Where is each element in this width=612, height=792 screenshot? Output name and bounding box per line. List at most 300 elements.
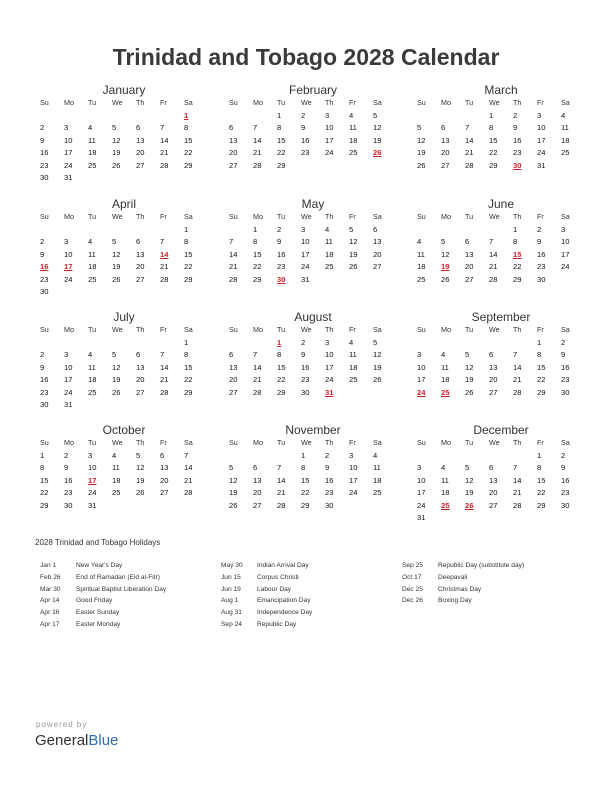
- month-july: [40, 310, 208, 412]
- day-cell: 15: [537, 362, 546, 372]
- day-cell: 9: [301, 123, 306, 132]
- day-cell: 22: [184, 148, 193, 157]
- day-cell: 17: [325, 135, 334, 145]
- weekday-header: Th: [136, 325, 145, 334]
- day-cell: 3: [64, 123, 69, 132]
- day-cell: 23: [561, 488, 570, 497]
- day-cell: 23: [40, 387, 49, 397]
- day-cell: 14: [160, 135, 169, 145]
- day-cell: 21: [160, 375, 169, 384]
- day-cell: 23: [537, 262, 546, 271]
- holiday-item-name: Independence Day: [257, 609, 313, 617]
- day-cell: 25: [417, 274, 426, 284]
- day-cell: 30: [301, 387, 310, 397]
- holiday-date: 17: [64, 262, 73, 271]
- holiday-item-date: May 30: [221, 562, 243, 569]
- weekday-header: Sa: [184, 98, 193, 107]
- empty-cell: [441, 224, 465, 237]
- day-cell: 7: [465, 123, 470, 132]
- day-cell: 31: [88, 500, 97, 510]
- day-cell: 18: [325, 249, 334, 259]
- day-cell: 28: [277, 500, 286, 510]
- weekday-header: Th: [513, 438, 522, 447]
- day-cell: 16: [561, 475, 570, 485]
- day-cell: 24: [64, 387, 73, 397]
- day-cell: 28: [465, 160, 474, 170]
- day-cell: [160, 249, 184, 262]
- weekday-header: Sa: [373, 325, 382, 334]
- day-cell: 8: [537, 463, 542, 472]
- day-cell: 3: [325, 337, 330, 347]
- day-cell: 20: [465, 262, 474, 271]
- weekday-header: Mo: [253, 98, 263, 107]
- day-cell: [325, 387, 349, 400]
- day-cell: 3: [417, 350, 422, 359]
- holiday-date: 30: [513, 160, 522, 170]
- day-cell: 29: [184, 160, 193, 170]
- weekday-header: Tu: [88, 98, 97, 107]
- day-cell: 24: [325, 148, 334, 157]
- holiday-date: 19: [441, 262, 450, 271]
- weekday-header: We: [489, 212, 500, 221]
- weekday-header: Fr: [349, 325, 356, 334]
- holiday-item: [40, 560, 166, 572]
- day-cell: 2: [40, 237, 45, 246]
- day-cell: 23: [325, 488, 334, 497]
- day-cell: 14: [513, 362, 522, 372]
- day-cell: 5: [373, 110, 378, 120]
- holiday-item-name: Labour Day: [257, 585, 292, 593]
- day-cell: 24: [561, 262, 570, 271]
- day-cell: 4: [441, 350, 446, 359]
- empty-cell: [136, 399, 160, 412]
- day-cell: 25: [373, 488, 382, 497]
- empty-cell: [537, 512, 561, 525]
- holiday-item: [40, 595, 166, 607]
- empty-cell: [513, 450, 537, 463]
- day-cell: 2: [561, 450, 566, 460]
- weekday-header: We: [489, 325, 500, 334]
- holiday-item-date: Apr 17: [40, 620, 60, 628]
- empty-cell: [253, 337, 277, 350]
- weekday-header: We: [301, 438, 312, 447]
- day-cell: 4: [561, 110, 566, 120]
- day-cell: 2: [301, 337, 306, 347]
- day-cell: 10: [349, 463, 358, 472]
- day-cell: 4: [112, 450, 117, 460]
- month-name: April: [111, 197, 136, 211]
- weekday-header: Th: [325, 212, 334, 221]
- day-cell: 13: [441, 135, 450, 145]
- day-cell: [441, 500, 465, 513]
- day-cell: 8: [184, 350, 189, 359]
- day-cell: 26: [229, 500, 238, 510]
- empty-cell: [253, 450, 277, 463]
- day-cell: 1: [301, 450, 306, 460]
- day-cell: 26: [136, 488, 145, 497]
- day-cell: 6: [160, 450, 165, 460]
- day-cell: 27: [136, 274, 145, 284]
- day-cell: 4: [88, 123, 93, 132]
- day-cell: 9: [537, 237, 542, 246]
- holiday-item-date: Aug 31: [221, 609, 242, 617]
- day-cell: 23: [513, 148, 522, 157]
- month-name: June: [487, 197, 515, 211]
- day-cell: 29: [537, 500, 546, 510]
- month-february: [229, 83, 397, 172]
- day-cell: 7: [160, 237, 165, 246]
- day-cell: 7: [253, 350, 258, 359]
- day-cell: 16: [301, 362, 310, 372]
- day-cell: 1: [489, 110, 494, 120]
- day-cell: 30: [64, 500, 73, 510]
- day-cell: 16: [561, 362, 570, 372]
- empty-cell: [277, 450, 301, 463]
- day-cell: 30: [561, 387, 570, 397]
- day-cell: 6: [441, 123, 446, 132]
- empty-cell: [88, 286, 112, 299]
- day-cell: 27: [136, 387, 145, 397]
- day-cell: 3: [417, 463, 422, 472]
- day-cell: 30: [40, 173, 49, 182]
- weekday-header: Tu: [465, 325, 474, 334]
- day-cell: 7: [229, 237, 234, 246]
- brand-blue: Blue: [88, 732, 119, 749]
- month-may: [229, 197, 397, 286]
- day-cell: 27: [229, 160, 238, 170]
- empty-cell: [88, 399, 112, 412]
- day-cell: 16: [40, 148, 49, 157]
- day-cell: 27: [373, 262, 382, 271]
- day-cell: 19: [229, 488, 238, 497]
- day-cell: 20: [136, 375, 145, 384]
- weekday-header: Fr: [349, 212, 356, 221]
- day-cell: 18: [561, 135, 570, 145]
- day-cell: 15: [40, 475, 49, 485]
- weekday-header: Sa: [561, 212, 570, 221]
- holiday-item: [40, 607, 166, 619]
- day-cell: 8: [184, 123, 189, 132]
- holiday-date: 14: [160, 249, 169, 259]
- day-cell: 7: [513, 350, 518, 359]
- day-cell: 28: [513, 500, 522, 510]
- weekday-header: We: [112, 438, 123, 447]
- holiday-date: 17: [88, 475, 97, 485]
- day-cell: 4: [417, 237, 422, 246]
- empty-cell: [136, 500, 160, 513]
- day-cell: 15: [277, 135, 286, 145]
- day-cell: 23: [301, 375, 310, 384]
- day-cell: 12: [441, 249, 450, 259]
- day-cell: 5: [465, 463, 470, 472]
- weekday-header: Fr: [537, 98, 544, 107]
- day-cell: 26: [465, 387, 474, 397]
- weekday-header: Tu: [277, 212, 286, 221]
- empty-cell: [88, 172, 112, 185]
- day-cell: 13: [229, 362, 238, 372]
- holiday-item: [221, 584, 312, 596]
- month-november: [229, 423, 397, 512]
- empty-cell: [465, 450, 489, 463]
- day-cell: 3: [64, 237, 69, 246]
- day-cell: 12: [112, 135, 121, 145]
- weekday-header: Th: [513, 98, 522, 107]
- holiday-item-name: New Year's Day: [76, 562, 123, 569]
- holiday-item-date: Apr 14: [40, 597, 60, 605]
- month-april: [40, 197, 208, 299]
- holiday-item: [40, 584, 166, 596]
- day-cell: 25: [325, 262, 334, 271]
- weekday-header: Mo: [441, 212, 451, 221]
- day-cell: 11: [112, 463, 120, 472]
- empty-cell: [136, 224, 160, 237]
- day-cell: 10: [64, 249, 73, 259]
- day-cell: 5: [465, 350, 470, 359]
- empty-cell: [112, 224, 136, 237]
- month-january: [40, 83, 208, 185]
- day-cell: 13: [160, 463, 169, 472]
- empty-cell: [349, 500, 373, 513]
- day-cell: 5: [373, 337, 378, 347]
- day-cell: 23: [301, 148, 310, 157]
- day-cell: 1: [277, 110, 282, 120]
- month-name: February: [288, 83, 338, 97]
- day-cell: 6: [253, 463, 258, 472]
- weekday-header: Tu: [465, 438, 474, 447]
- day-cell: [373, 147, 397, 160]
- empty-cell: [229, 337, 253, 350]
- day-cell: 22: [277, 148, 286, 157]
- weekday-header: Th: [513, 212, 522, 221]
- empty-cell: [561, 274, 585, 287]
- day-cell: 20: [489, 375, 498, 384]
- holiday-item-name: Emancipation Day: [257, 597, 311, 605]
- day-cell: 9: [40, 362, 45, 372]
- weekday-header: Fr: [537, 212, 544, 221]
- day-cell: 29: [40, 500, 49, 510]
- weekday-header: Su: [40, 212, 49, 221]
- day-cell: [417, 387, 441, 400]
- day-cell: 14: [229, 249, 238, 259]
- day-cell: 19: [349, 249, 358, 259]
- weekday-header: Mo: [64, 325, 74, 334]
- weekday-header: Mo: [253, 438, 263, 447]
- empty-cell: [561, 160, 585, 173]
- day-cell: 24: [301, 262, 310, 271]
- day-cell: 16: [325, 475, 334, 485]
- day-cell: 6: [465, 237, 470, 246]
- weekday-header: Sa: [373, 98, 382, 107]
- day-cell: 11: [417, 249, 425, 259]
- holiday-item-date: Jun 19: [221, 585, 241, 593]
- empty-cell: [88, 337, 112, 350]
- day-cell: 5: [112, 123, 117, 132]
- empty-cell: [441, 337, 465, 350]
- day-cell: 18: [441, 488, 450, 497]
- holiday-column: [402, 560, 524, 607]
- empty-cell: [349, 387, 373, 400]
- holiday-date: 24: [417, 387, 426, 397]
- day-cell: 9: [64, 463, 69, 472]
- weekday-header: Su: [417, 98, 426, 107]
- day-cell: 2: [513, 110, 518, 120]
- day-cell: 10: [64, 135, 73, 145]
- day-cell: 19: [417, 148, 426, 157]
- holidays-title: 2028 Trinidad and Tobago Holidays: [35, 538, 161, 547]
- holiday-item: [40, 619, 166, 631]
- holiday-item-name: Deepavali: [438, 573, 468, 581]
- empty-cell: [489, 512, 513, 525]
- day-cell: [184, 110, 208, 123]
- weekday-header: Fr: [160, 212, 167, 221]
- day-cell: 27: [229, 387, 238, 397]
- day-cell: 29: [513, 274, 522, 284]
- empty-cell: [489, 224, 513, 237]
- day-cell: 21: [277, 488, 286, 497]
- day-cell: 3: [325, 110, 330, 120]
- holiday-item-name: Spiritual Baptist Liberation Day: [76, 585, 167, 593]
- day-cell: 1: [184, 337, 189, 347]
- day-cell: 21: [160, 262, 169, 271]
- day-cell: 13: [136, 135, 145, 145]
- holiday-item-date: Aug 1: [221, 597, 239, 605]
- day-cell: 22: [537, 488, 546, 497]
- holiday-item-name: Good Friday: [76, 597, 113, 605]
- day-cell: 7: [277, 463, 282, 472]
- holiday-item-name: Christmas Day: [438, 585, 482, 593]
- day-cell: 17: [301, 249, 310, 259]
- day-cell: [441, 387, 465, 400]
- day-cell: 20: [136, 148, 145, 157]
- day-cell: 2: [40, 123, 45, 132]
- holiday-item-date: Dec 26: [402, 597, 423, 605]
- empty-cell: [40, 110, 64, 123]
- day-cell: 15: [277, 362, 286, 372]
- day-cell: 22: [537, 375, 546, 384]
- day-cell: 20: [441, 148, 450, 157]
- day-cell: 5: [136, 450, 141, 460]
- day-cell: 16: [277, 249, 286, 259]
- empty-cell: [136, 337, 160, 350]
- day-cell: 3: [301, 224, 306, 234]
- day-cell: 24: [64, 160, 73, 170]
- weekday-header: Th: [136, 438, 145, 447]
- weekday-header: Tu: [88, 325, 97, 334]
- day-cell: 27: [253, 500, 262, 510]
- day-cell: 2: [40, 350, 45, 359]
- day-cell: 12: [136, 463, 145, 472]
- weekday-header: We: [301, 325, 312, 334]
- day-cell: 14: [465, 135, 474, 145]
- day-cell: 18: [88, 375, 97, 384]
- weekday-header: Sa: [561, 325, 570, 334]
- day-cell: 12: [112, 249, 121, 259]
- empty-cell: [229, 110, 253, 123]
- month-october: [40, 423, 208, 512]
- weekday-header: Sa: [561, 98, 570, 107]
- day-cell: 19: [136, 475, 145, 485]
- empty-cell: [373, 500, 397, 513]
- day-cell: 27: [489, 387, 498, 397]
- day-cell: 25: [349, 148, 358, 157]
- day-cell: 29: [537, 387, 546, 397]
- day-cell: 28: [253, 387, 262, 397]
- day-cell: 6: [136, 123, 141, 132]
- weekday-header: Fr: [537, 438, 544, 447]
- weekday-header: Th: [325, 98, 334, 107]
- empty-cell: [229, 450, 253, 463]
- day-cell: 9: [513, 123, 518, 132]
- day-cell: 26: [373, 375, 382, 384]
- weekday-header: Sa: [184, 325, 193, 334]
- day-cell: 17: [417, 375, 426, 384]
- holiday-column: [221, 560, 312, 631]
- empty-cell: [489, 337, 513, 350]
- day-cell: 12: [417, 135, 426, 145]
- empty-cell: [184, 399, 208, 412]
- day-cell: 11: [561, 123, 569, 132]
- day-cell: 3: [349, 450, 354, 460]
- day-cell: 22: [301, 488, 310, 497]
- day-cell: 5: [112, 350, 117, 359]
- day-cell: 29: [253, 274, 262, 284]
- day-cell: 28: [489, 274, 498, 284]
- holiday-item: [221, 595, 312, 607]
- day-cell: 13: [465, 249, 474, 259]
- day-cell: 11: [88, 135, 96, 145]
- day-cell: 27: [136, 160, 145, 170]
- day-cell: 2: [537, 224, 542, 234]
- empty-cell: [513, 337, 537, 350]
- day-cell: 21: [229, 262, 238, 271]
- weekday-header: Fr: [537, 325, 544, 334]
- day-cell: 6: [229, 350, 234, 359]
- day-cell: 20: [489, 488, 498, 497]
- weekday-header: Th: [136, 98, 145, 107]
- weekday-header: Sa: [184, 438, 193, 447]
- day-cell: 10: [537, 123, 546, 132]
- empty-cell: [64, 337, 88, 350]
- empty-cell: [160, 172, 184, 185]
- day-cell: 14: [277, 475, 286, 485]
- day-cell: 11: [349, 123, 357, 132]
- holiday-date: 26: [373, 148, 382, 157]
- day-cell: 24: [417, 500, 426, 510]
- weekday-header: Su: [40, 325, 49, 334]
- empty-cell: [112, 337, 136, 350]
- day-cell: 21: [253, 375, 262, 384]
- day-cell: [465, 500, 489, 513]
- day-cell: [277, 274, 301, 287]
- empty-cell: [417, 337, 441, 350]
- day-cell: 15: [253, 249, 262, 259]
- weekday-header: Tu: [88, 438, 97, 447]
- empty-cell: [112, 399, 136, 412]
- day-cell: 15: [184, 362, 193, 372]
- day-cell: 16: [301, 135, 310, 145]
- day-cell: 29: [277, 160, 286, 170]
- day-cell: 30: [325, 500, 334, 510]
- empty-cell: [184, 172, 208, 185]
- empty-cell: [184, 500, 208, 513]
- day-cell: 5: [229, 463, 234, 472]
- empty-cell: [64, 224, 88, 237]
- day-cell: 12: [229, 475, 238, 485]
- holiday-date: 25: [441, 500, 450, 510]
- brand-logo[interactable]: [35, 732, 118, 749]
- weekday-header: Sa: [373, 212, 382, 221]
- day-cell: 3: [88, 450, 93, 460]
